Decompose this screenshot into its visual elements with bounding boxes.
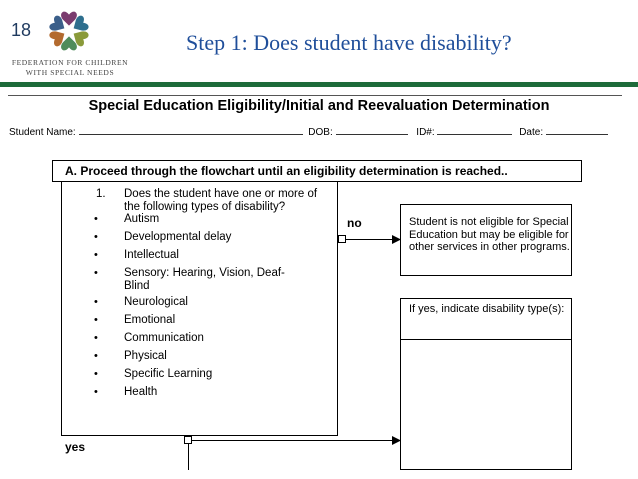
no-checkbox[interactable] bbox=[338, 235, 346, 243]
bullet-icon: • bbox=[94, 213, 98, 225]
question-box bbox=[61, 182, 338, 436]
student-info-row bbox=[9, 125, 608, 138]
slide-number: 18 bbox=[11, 20, 32, 40]
federation-logo-icon bbox=[44, 6, 94, 56]
form-top-rule bbox=[8, 95, 622, 96]
dob-field bbox=[336, 125, 408, 135]
question-number: 1. bbox=[96, 188, 106, 200]
bullet-icon: • bbox=[94, 368, 98, 380]
bullet-icon: • bbox=[94, 296, 98, 308]
yes-arrowhead-icon bbox=[392, 436, 401, 445]
not-eligible-box bbox=[400, 204, 572, 276]
date-field bbox=[546, 125, 608, 135]
question-text: Does the student have one or more of the following types of disability? bbox=[124, 188, 318, 213]
disability-item: Emotional bbox=[124, 314, 176, 326]
disability-type-entry-area bbox=[400, 340, 572, 470]
disability-item: Intellectual bbox=[124, 249, 179, 261]
id-field bbox=[437, 125, 512, 135]
title-divider bbox=[0, 82, 638, 87]
disability-item: Sensory: Hearing, Vision, Deaf- Blind bbox=[124, 267, 285, 292]
yes-down-line bbox=[188, 444, 189, 470]
bullet-icon: • bbox=[94, 350, 98, 362]
organization-name bbox=[6, 58, 134, 78]
disability-item: Autism bbox=[124, 213, 160, 225]
no-arrow-line bbox=[346, 239, 396, 240]
disability-item: Physical bbox=[124, 350, 167, 362]
student-name-label: Student Name: bbox=[9, 127, 76, 138]
yes-arrow-line bbox=[192, 440, 394, 441]
bullet-icon: • bbox=[94, 267, 98, 279]
yes-checkbox[interactable] bbox=[184, 436, 192, 444]
id-label: ID#: bbox=[416, 127, 435, 138]
disability-item: Specific Learning bbox=[124, 368, 213, 380]
logo-petal bbox=[61, 12, 77, 26]
disability-item: Health bbox=[124, 386, 158, 398]
if-yes-text: If yes, indicate disability type(s): bbox=[409, 303, 565, 315]
disability-item: Developmental delay bbox=[124, 231, 232, 243]
date-label: Date: bbox=[519, 127, 544, 138]
disability-item: Neurological bbox=[124, 296, 188, 308]
dob-label: DOB: bbox=[308, 127, 333, 138]
bullet-icon: • bbox=[94, 386, 98, 398]
org-line-1: FEDERATION FOR CHILDREN bbox=[11, 58, 129, 67]
bullet-icon: • bbox=[94, 332, 98, 344]
not-eligible-text: Student is not eligible for Special Education but may be eligible for other services in other programs. bbox=[409, 216, 570, 253]
section-a-text: A. Proceed through the flowchart until an eligibility determination is reached.. bbox=[65, 164, 508, 178]
disability-type-box bbox=[400, 298, 572, 340]
bullet-icon: • bbox=[94, 249, 98, 261]
bullet-icon: • bbox=[94, 314, 98, 326]
section-a-header bbox=[52, 160, 582, 182]
student-name-field bbox=[79, 125, 303, 135]
slide-title: Step 1: Does student have disability? bbox=[186, 30, 512, 55]
no-label: no bbox=[347, 216, 362, 230]
org-line-2: WITH SPECIAL NEEDS bbox=[25, 68, 115, 77]
logo-petal bbox=[61, 36, 77, 50]
bullet-icon: • bbox=[94, 231, 98, 243]
disability-item: Communication bbox=[124, 332, 204, 344]
form-title: Special Education Eligibility/Initial and Reevaluation Determination bbox=[88, 98, 550, 114]
yes-label: yes bbox=[65, 440, 86, 454]
